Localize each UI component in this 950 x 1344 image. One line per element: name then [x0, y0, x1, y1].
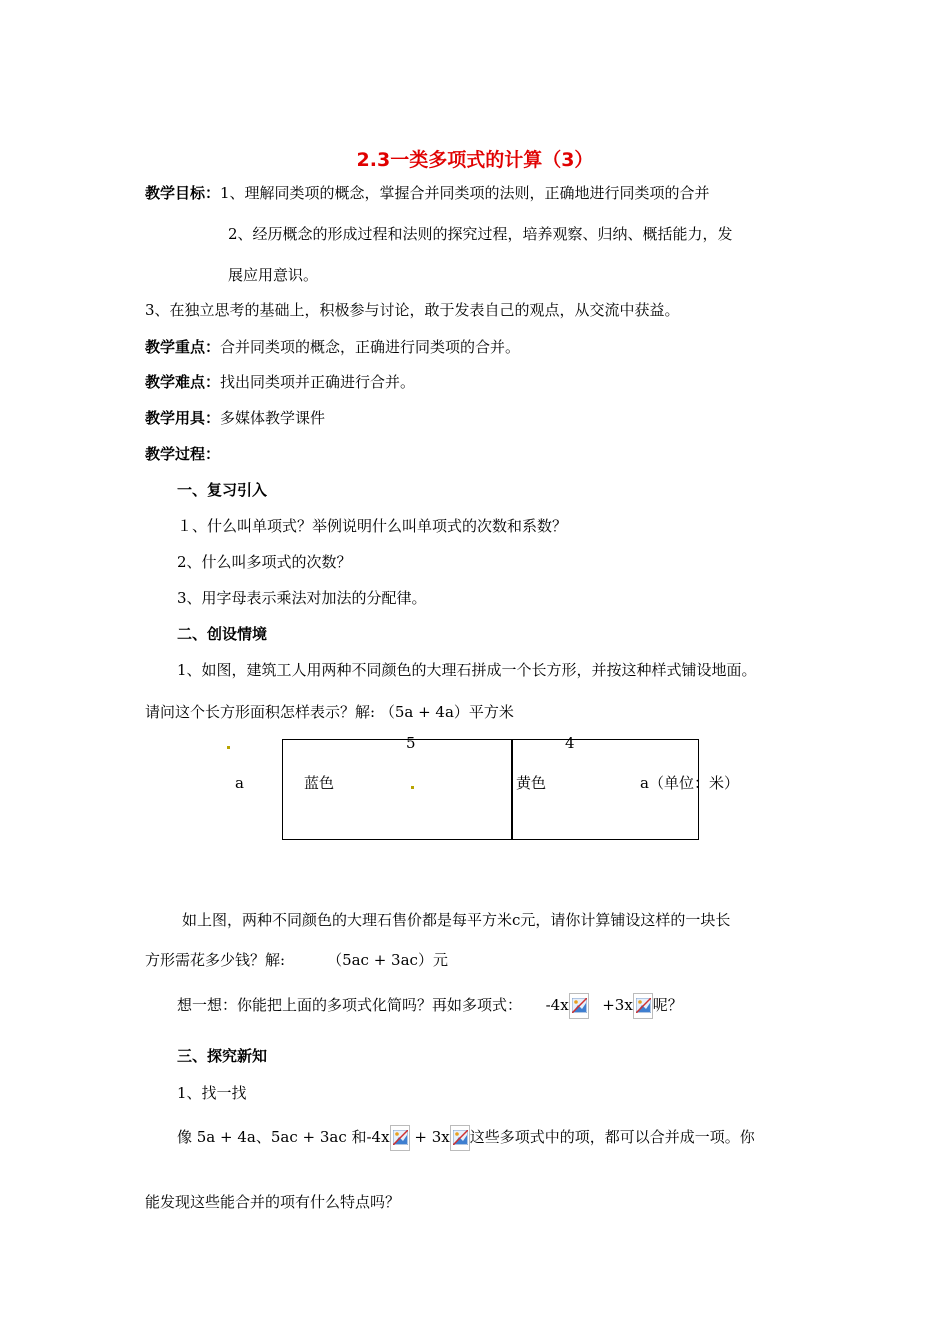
- broken-image-icon: [569, 993, 589, 1019]
- section-1-heading: 一、复习引入: [177, 481, 268, 499]
- difficulty-label: 教学难点：: [145, 373, 221, 391]
- artifact-dot: [411, 786, 414, 789]
- example-text-end: 这些多项式中的项，都可以合并成一项。你: [469, 1128, 755, 1146]
- rectangle-outline: [282, 739, 699, 840]
- section-1-q1: １、什么叫单项式？举例说明什么叫单项式的次数和系数？: [177, 517, 568, 535]
- term-2: +3x: [602, 996, 633, 1014]
- right-width-label: 4: [565, 734, 575, 752]
- term-1: -4x: [545, 996, 569, 1014]
- difficulty-text: 找出同类项并正确进行合并。: [220, 373, 416, 391]
- section-1-q3: 3、用字母表示乘法对加法的分配律。: [177, 589, 427, 607]
- goal-1: 1、理解同类项的概念，掌握合并同类项的法则，正确地进行同类项的合并: [220, 184, 710, 202]
- goal-2a: 2、经历概念的形成过程和法则的探究过程，培养观察、归纳、概括能力，发: [228, 225, 733, 243]
- think-text: 想一想：你能把上面的多项式化简吗？再如多项式：: [177, 996, 523, 1014]
- section-3-sub1: 1、找一找: [177, 1084, 247, 1102]
- section-2-p2: 请问这个长方形面积怎样表示？解: （5a + 4a）平方米: [145, 703, 514, 721]
- example-text: 像 5a + 4a、5ac + 3ac 和-4x: [177, 1128, 390, 1146]
- tools-text: 多媒体教学课件: [220, 409, 326, 427]
- think-row: [177, 990, 683, 1020]
- cost-question: 方形需花多少钱？解:: [145, 951, 286, 969]
- tools-row: [145, 408, 325, 428]
- section-1-q2: 2、什么叫多项式的次数？: [177, 553, 352, 571]
- section-2-p3b: [145, 950, 448, 970]
- goal-2b: 展应用意识。: [228, 266, 319, 284]
- rectangle-divider: [511, 739, 513, 840]
- difficulty-row: [145, 372, 415, 392]
- left-width-label: 5: [406, 734, 416, 752]
- key-points-row: [145, 337, 520, 357]
- page-title: 2.3一类多项式的计算（3）: [356, 149, 594, 171]
- section-2-heading: 二、创设情境: [177, 625, 268, 643]
- broken-image-icon: [390, 1125, 410, 1151]
- unit-label: a（单位：米）: [640, 774, 739, 792]
- section-3-heading: 三、探究新知: [177, 1047, 268, 1065]
- yellow-label: 黄色: [516, 774, 547, 792]
- section-2-p1: 1、如图，建筑工人用两种不同颜色的大理石拼成一个长方形，并按这种样式铺设地面。: [177, 661, 757, 679]
- section-2-p3a: 如上图，两种不同颜色的大理石售价都是每平方米c元，请你计算铺设这样的一块长: [182, 911, 731, 929]
- process-label: 教学过程：: [145, 445, 221, 463]
- blue-label: 蓝色: [304, 774, 335, 792]
- tools-label: 教学用具：: [145, 409, 221, 427]
- goal-3: 3、在独立思考的基础上，积极参与讨论，敢于发表自己的观点，从交流中获益。: [145, 301, 680, 319]
- think-end: 呢？: [652, 996, 683, 1014]
- cost-answer: （5ac + 3ac）元: [327, 951, 448, 969]
- section-3-p2: 能发现这些能合并的项有什么特点吗？: [145, 1193, 401, 1211]
- goals-label: 教学目标：: [145, 184, 221, 202]
- key-points-text: 合并同类项的概念，正确进行同类项的合并。: [220, 338, 521, 356]
- broken-image-icon: [450, 1125, 470, 1151]
- section-3-p1: [177, 1122, 755, 1152]
- artifact-dot: [227, 746, 230, 749]
- height-label: a: [235, 774, 244, 792]
- broken-image-icon: [633, 993, 653, 1019]
- key-points-label: 教学重点：: [145, 338, 221, 356]
- example-term: + 3x: [414, 1128, 450, 1146]
- goals-row-1: [145, 183, 710, 203]
